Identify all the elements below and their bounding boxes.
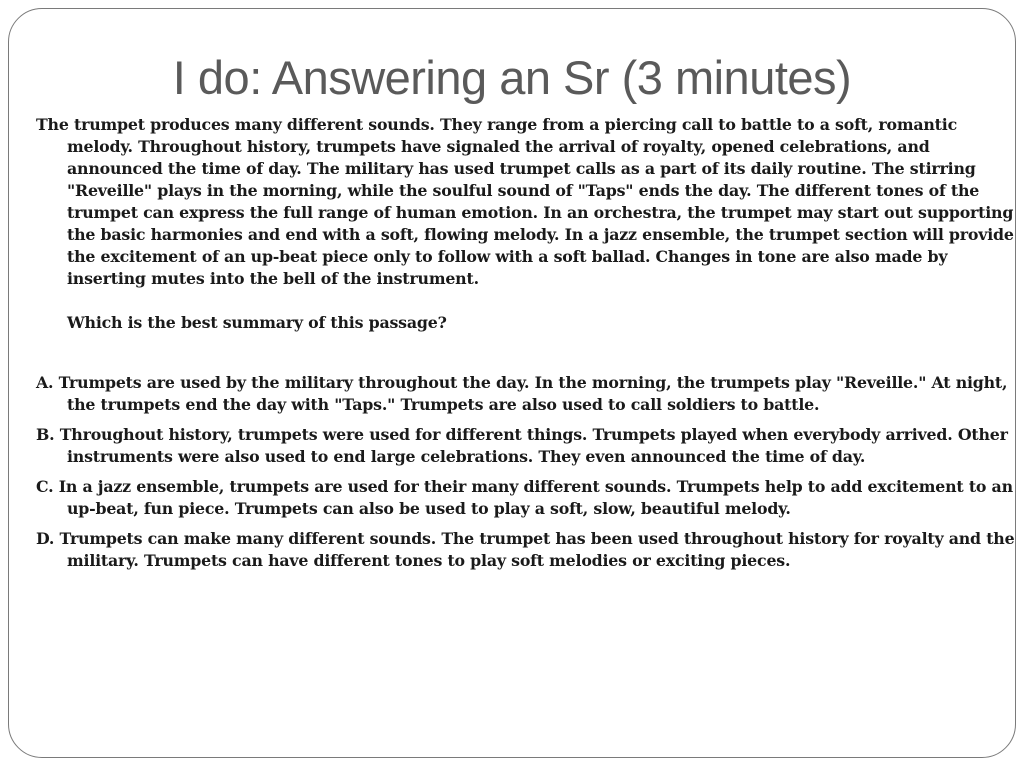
question-prompt: Which is the best summary of this passage? bbox=[67, 313, 447, 332]
slide-content bbox=[36, 114, 1020, 580]
answer-option-a: A. Trumpets are used by the military throughout the day. In the morning, the trumpets play "Reveille." At night, the trumpets end the day with "Taps." Trumpets are also used to call soldiers to battle. bbox=[36, 373, 1008, 414]
answer-option-b: B. Throughout history, trumpets were used for different things. Trumpets played when everybody arrived. Other instruments were also used to end large celebrations. They even announced the time of day. bbox=[36, 425, 1008, 466]
answer-options bbox=[36, 372, 1020, 572]
answer-option-c: C. In a jazz ensemble, trumpets are used for their many different sounds. Trumpets help to add excitement to an up-beat, fun piece. Trumpets can also be used to play a soft, slow, beautiful melody. bbox=[36, 477, 1013, 518]
reading-passage: The trumpet produces many different sounds. They range from a piercing call to battle to a soft, romantic melody. Throughout history, trumpets have signaled the arrival of royalty, opened celebrations, and announced the time of day. The military has used trumpet calls as a part of its daily routine. The stirring "Reveille" plays in the morning, while the soulful sound of "Taps" ends the day. The different tones of the trumpet can express the full range of human emotion. In an orchestra, the trumpet may start out supporting the basic harmonies and end with a soft, flowing melody. In a jazz ensemble, the trumpet section will provide the excitement of an up-beat piece only to follow with a soft ballad. Changes in tone are also made by inserting mutes into the bell of the instrument. bbox=[36, 115, 1014, 288]
slide-title: I do: Answering an Sr (3 minutes) bbox=[172, 51, 852, 104]
answer-option-d: D. Trumpets can make many different sounds. The trumpet has been used throughout history for royalty and the military. Trumpets can have different tones to play soft melodies or exciting pieces. bbox=[36, 529, 1015, 570]
